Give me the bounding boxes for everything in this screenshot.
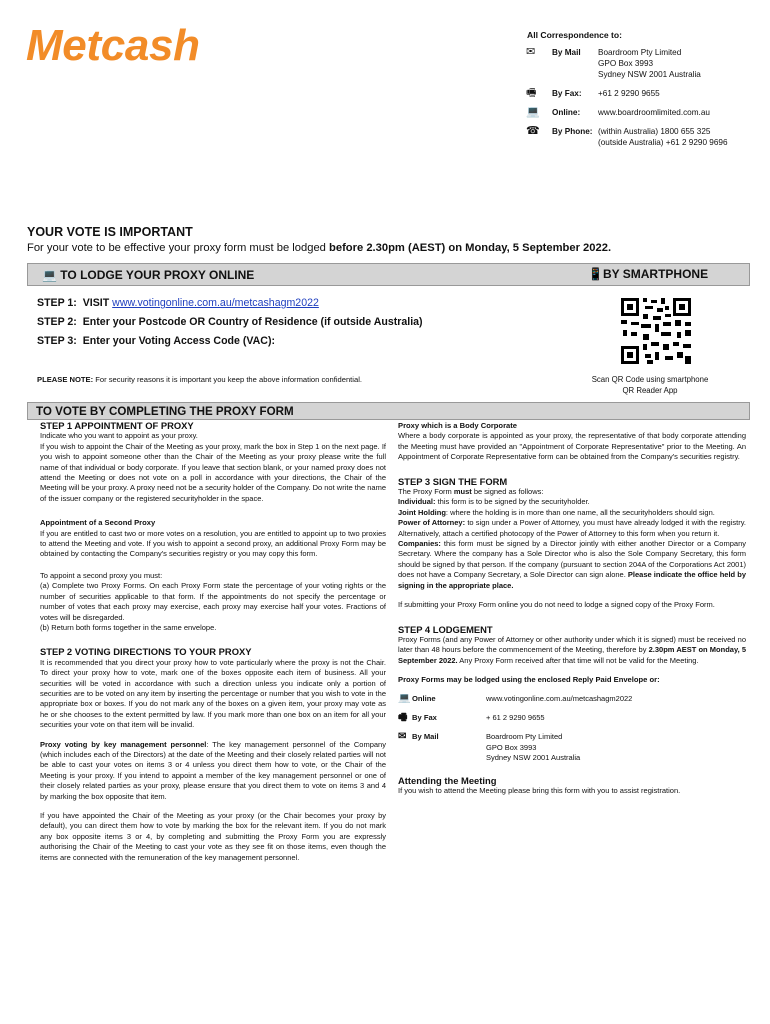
text-bold: Please indicate the office held by signing in the appropriate place. (398, 570, 746, 590)
contact-fax (526, 88, 762, 99)
method-value: + 61 2 9290 9655 (486, 712, 545, 722)
chair-paragraph: If you have appointed the Chair of the Meeting as your proxy (or the Chair becomes your proxy by default), you can direct them how to vote by marking the box for the relevant item. If you do not mark any box opposite items 3 or 4, by completing and submitting the Proxy Form you are expressly authorising the Chair of the Meeting to cast your vote as they see fit on those items, even though the items are connected with the remuneration of the key management personnel. (40, 811, 386, 862)
right-column (398, 421, 746, 796)
poa-line (398, 518, 746, 539)
companies-line (398, 539, 746, 591)
contact-online (526, 107, 762, 118)
note-text: For security reasons it is important you keep the above information confidential. (93, 375, 362, 384)
online-step-2 (37, 313, 423, 332)
online-steps (37, 294, 423, 351)
correspondence-header: All Correspondence to: (527, 30, 623, 40)
individual-line (398, 497, 746, 507)
note-label: PLEASE NOTE: (37, 375, 94, 384)
text-bold: Joint Holding (398, 507, 446, 517)
contact-label: By Phone: (552, 127, 593, 136)
online-note: If submitting your Proxy Form online you do not need to lodge a signed copy of the Proxy Form. (398, 600, 715, 610)
step3-intro (398, 487, 746, 497)
metcash-logo (26, 22, 204, 68)
body-corporate-body: Where a body corporate is appointed as your proxy, the representative of that body corporate attending the Meeting must have provided an "Appointment of Corporate Representative" prior to the Meeting. An Appointment of Corporate Representative form can be obtained from the Company's securities registry. (398, 431, 746, 462)
lodge-online (398, 694, 746, 704)
step4-body (398, 635, 746, 666)
method-value[interactable]: www.votingonline.com.au/metcashagm2022 (486, 693, 633, 703)
reply-heading: Proxy Forms may be lodged using the enclosed Reply Paid Envelope or: (398, 675, 660, 685)
step-text: Enter your Postcode OR Country of Residence (if outside Australia) (82, 316, 423, 328)
step1-heading: STEP 1 APPOINTMENT OF PROXY (40, 420, 194, 431)
qr-code[interactable] (619, 296, 693, 366)
step-label: STEP 1: (37, 297, 77, 309)
lodge-method (398, 713, 486, 723)
kmp-label: Proxy voting by key management personnel (40, 739, 207, 749)
text-bold: Individual: (398, 497, 436, 507)
step-label: STEP 3: (37, 335, 77, 347)
correspondence-block (526, 30, 762, 156)
vote-heading: YOUR VOTE IS IMPORTANT (27, 225, 193, 239)
second-proxy-list: To appoint a second proxy you must: (a) Complete two Proxy Forms. On each Proxy Form state the percentage of your voting rights or the number of securities applicable to that form. If the appointments do not specify the percentage or number of votes that each proxy may exercise, each proxy may exercise half your votes. Fractions of votes will be disregarded. (b) Return both forms together in the same envelope. (40, 570, 386, 632)
method-label: By Mail (412, 732, 439, 742)
attending-body: If you wish to attend the Meeting please bring this form with you to assist registration. (398, 785, 681, 795)
step2-heading: STEP 2 VOTING DIRECTIONS TO YOUR PROXY (40, 646, 252, 658)
text-bold: must (453, 487, 472, 497)
qr-caption: Scan QR Code using smartphone QR Reader App (591, 375, 709, 395)
step4-heading: STEP 4 LODGEMENT (398, 623, 493, 635)
computer-icon: 💻 (398, 692, 411, 704)
computer-icon: 💻 (526, 106, 540, 118)
text-bold: Power of Attorney: (398, 518, 466, 528)
step-text: Enter your Voting Access Code (VAC): (82, 335, 276, 347)
contact-label: By Fax: (552, 89, 582, 98)
lodge-mail (398, 732, 746, 763)
vote-subheading (27, 242, 611, 254)
lodge-method (398, 694, 486, 704)
contact-value: +61 2 9290 9655 (598, 89, 660, 98)
contact-value[interactable]: www.boardroomlimited.com.au (598, 108, 710, 117)
smartphone-title (588, 267, 708, 281)
text: this form is to be signed by the securityholder. (435, 497, 590, 507)
lodge-method (398, 732, 486, 763)
step-label: STEP 2: (37, 316, 77, 328)
left-column (40, 421, 386, 863)
method-label: By Fax (412, 712, 437, 722)
smartphone-icon: 📱 (588, 267, 603, 281)
logo-text: Metcash (26, 22, 198, 68)
computer-icon: 💻 (42, 268, 61, 282)
voting-link[interactable]: www.votingonline.com.au/metcashagm2022 (112, 297, 319, 309)
lodge-fax (398, 713, 746, 723)
second-proxy-heading: Appointment of a Second Proxy (40, 518, 156, 528)
lodge-title-text: TO LODGE YOUR PROXY ONLINE (60, 268, 255, 282)
step1-intro: Indicate who you want to appoint as your proxy. (40, 431, 198, 441)
lodgement-methods (398, 694, 746, 764)
online-step-1 (37, 294, 423, 313)
method-label: Online (412, 693, 436, 703)
fax-icon: 🖷 (398, 711, 408, 723)
text-bold: Companies: (398, 539, 441, 549)
text: to sign under a Power of Attorney, you must have already lodged it with the registry. Alternatively, attach a certified photocopy of the Power of Attorney to this form when you return it. (398, 518, 746, 538)
step1-body: If you wish to appoint the Chair of the Meeting as your proxy, mark the box in Step 1 on the next page. If you wish to appoint someone other than the Chair of the Meeting as your proxy please write the full name of that individual or body corporate. If you leave that section blank, or your named proxy does not attend the Meeting or does not vote on a poll in accordance with your directions, the Chair of the Meeting will be your proxy. A proxy need not be a security holder of the Company. Do not write the name of the issuer company or the registered securityholder in the space. (40, 441, 386, 503)
security-note (37, 375, 362, 384)
lodge-online-bar (27, 263, 750, 286)
step-text: VISIT (82, 297, 113, 309)
contact-label: By Mail (552, 48, 581, 57)
envelope-icon: ✉ (398, 731, 407, 743)
lodge-online-title (42, 268, 254, 282)
proxy-form-bar (27, 402, 750, 420)
second-proxy-body: If you are entitled to cast two or more votes on a resolution, you are entitled to appoint up to two proxies to attend the Meeting and vote. If you wish to appoint a second proxy, an additional Proxy Form may be obtained by contacting the Company's securities registry or you may copy this form. (40, 528, 386, 559)
body-corporate-heading: Proxy which is a Body Corporate (398, 421, 517, 430)
text: this form must be signed by a Director jointly with either another Director or a Company Secretary. Where the company has a Sole Director who is also the Sole Company Secretary, this form should be signed by that person. If the company (pursuant to section 204A of the Corporations Act 2001) does not have a Company Secretary, a Sole Director can sign alone. (398, 539, 746, 580)
phone-icon: ☎ (526, 125, 540, 137)
online-step-3 (37, 332, 423, 351)
text-bold: 2.30pm AEST on Monday, 5 September 2022. (398, 645, 746, 665)
fax-icon: 🖷 (526, 87, 537, 99)
text: : where the holding is in more than one name, all the securityholders should sign. (445, 507, 715, 517)
text: Proxy Forms (and any Power of Attorney or other authority under which it is signed) must be received no later than 48 hours before the commencement of the Meeting, therefore by (398, 634, 746, 655)
vote-sub-text: For your vote to be effective your proxy form must be lodged (27, 242, 330, 254)
contact-phone (526, 126, 762, 148)
step3-heading: STEP 3 SIGN THE FORM (398, 475, 508, 487)
text: The Proxy Form (398, 487, 454, 497)
joint-line (398, 508, 746, 518)
step2-body: It is recommended that you direct your proxy how to vote particularly where the proxy is not the Chair. To direct your proxy how to vote, mark one of the boxes opposite each item of business. All your securities will be voted in accordance with such a direction unless you indicate only a portion of securities are to be voted on any item by inserting the percentage or number that you wish to vote in the appropriate box or boxes. If you do not mark any of the boxes on a given item, your proxy may vote as he or she chooses to the extent permitted by law. If you mark more than one box on an item for all your securities your vote on that item will be invalid. (40, 657, 386, 730)
text: Any Proxy Form received after that time will not be valid for the Meeting. (457, 655, 699, 665)
kmp-paragraph (40, 740, 386, 802)
proxy-form-title: TO VOTE BY COMPLETING THE PROXY FORM (36, 405, 294, 418)
attending-heading: Attending the Meeting (398, 774, 497, 786)
smartphone-text: BY SMARTPHONE (602, 267, 709, 281)
contact-value: Boardroom Pty Limited GPO Box 3993 Sydney NSW 2001 Australia (598, 48, 701, 79)
method-value: Boardroom Pty Limited GPO Box 3993 Sydney NSW 2001 Australia (486, 732, 581, 763)
contact-label: Online: (552, 108, 581, 117)
contact-mail (526, 47, 762, 80)
text: be signed as follows: (471, 487, 544, 497)
kmp-text: : The key management personnel of the Company (which includes each of the Directors) at the date of the Meeting and their closely related parties will not be able to cast your votes on items 3 or 4 unless you direct them how to vote, or the Chair of the Meeting is your proxy. If you intend to appoint a member of the key management personnel or one of their closely related parties as your proxy, please ensure that you direct them to vote on items 3 and 4 by marking the box opposite that item. (40, 739, 386, 801)
envelope-icon: ✉ (526, 46, 536, 58)
vote-deadline: before 2.30pm (AEST) on Monday, 5 September 2022. (329, 242, 612, 254)
contact-value: (within Australia) 1800 655 325 (outside Australia) +61 2 9290 9696 (598, 127, 728, 147)
